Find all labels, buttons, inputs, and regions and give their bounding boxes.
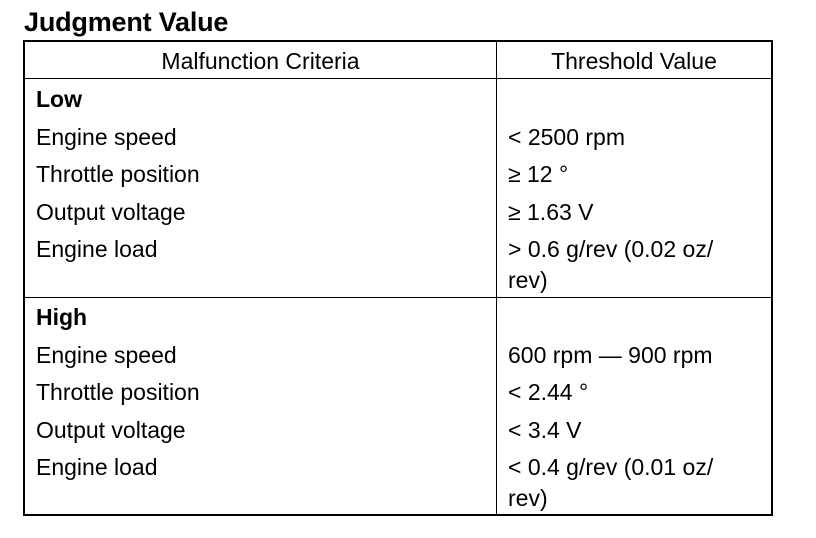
threshold-low-engine-load: > 0.6 g/rev (0.02 oz/ rev) [508,236,714,293]
criterion-low-engine-speed: Engine speed [36,124,177,150]
threshold-high-engine-speed: 600 rpm — 900 rpm [508,342,713,368]
threshold-low-output-voltage: ≥ 1.63 V [508,199,594,225]
threshold-high-output-voltage: < 3.4 V [508,417,582,443]
criterion-high-engine-speed: Engine speed [36,342,177,368]
criterion-low-engine-load: Engine load [36,236,158,262]
column-divider [496,42,497,514]
header-threshold-value: Threshold Value [551,48,717,74]
page-title: Judgment Value [24,7,229,37]
threshold-high-engine-load: < 0.4 g/rev (0.01 oz/ rev) [508,454,714,511]
group-label-high: High [36,304,88,330]
judgment-value-table [23,40,773,516]
group-divider [25,297,771,298]
group-label-low: Low [36,86,82,112]
threshold-low-engine-speed: < 2500 rpm [508,124,625,150]
criterion-low-output-voltage: Output voltage [36,199,186,225]
criterion-high-throttle-position: Throttle position [36,379,200,405]
header-divider [25,78,771,79]
threshold-low-throttle-position: ≥ 12 ° [508,161,569,187]
threshold-high-throttle-position: < 2.44 ° [508,379,589,405]
criterion-high-engine-load: Engine load [36,454,158,480]
criterion-low-throttle-position: Throttle position [36,161,200,187]
header-malfunction-criteria: Malfunction Criteria [161,48,360,74]
criterion-high-output-voltage: Output voltage [36,417,186,443]
